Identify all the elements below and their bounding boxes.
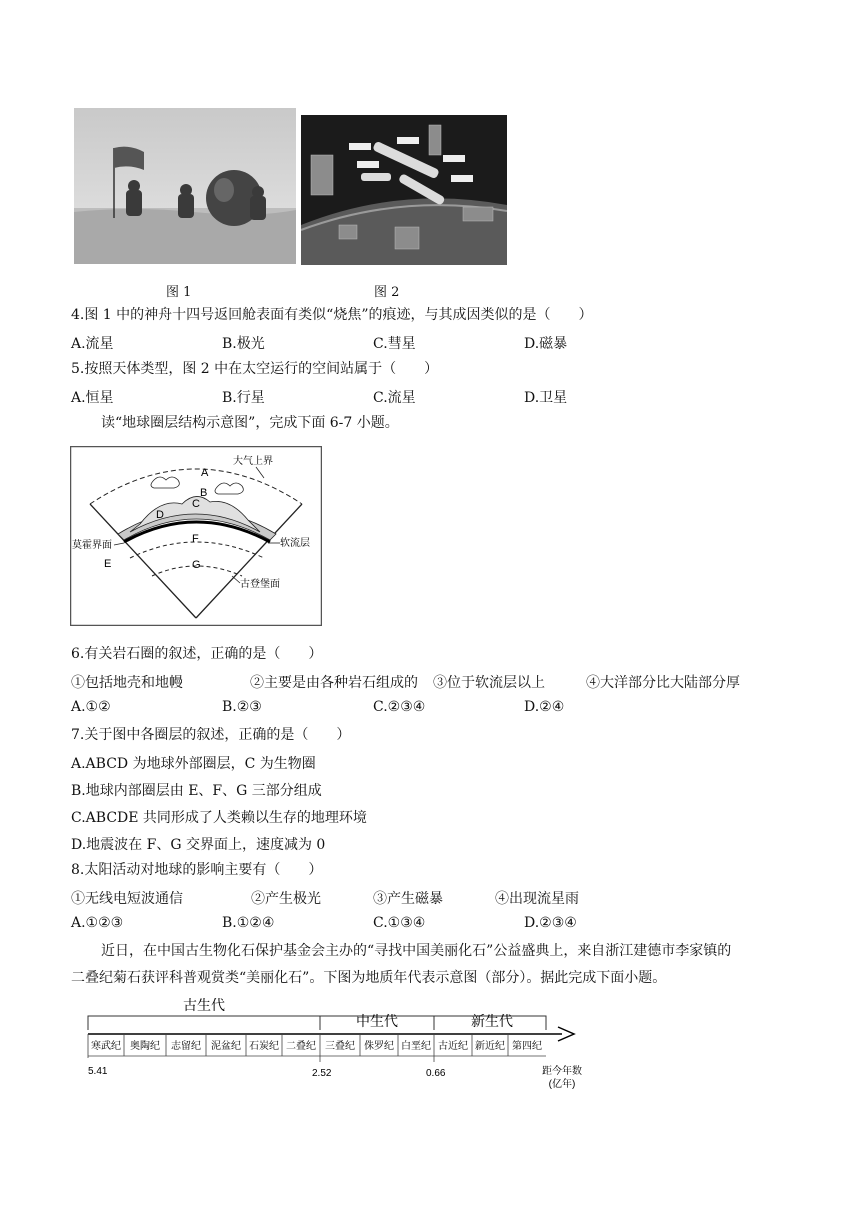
period-silurian: 志留纪 <box>171 1041 201 1052</box>
q8-statement-2: ②产生极光 <box>251 891 321 907</box>
question-4-stem: 4.图 1 中的神舟十四号返回舱表面有类似“烧焦”的痕迹，与其成因类似的是（ ） <box>71 307 593 323</box>
era-cenozoic: 新生代 <box>471 1013 513 1029</box>
q6-statement-1: ①包括地壳和地幔 <box>71 675 183 691</box>
q7-option-c[interactable]: C.ABCDE 共同形成了人类赖以生存的地理环境 <box>71 810 367 826</box>
label-d: D <box>156 509 164 521</box>
q8-statement-3: ③产生磁暴 <box>373 891 443 907</box>
q6-option-d[interactable]: D.②④ <box>524 699 565 715</box>
q4-option-b[interactable]: B.极光 <box>222 336 265 352</box>
tick-252: 2.52 <box>312 1068 332 1079</box>
question-5-stem: 5.按照天体类型，图 2 中在太空运行的空间站属于（ ） <box>71 361 439 377</box>
period-cretaceous: 白垩纪 <box>401 1041 431 1052</box>
tick-541: 5.41 <box>88 1066 108 1077</box>
label-moho: 莫霍界面 <box>72 540 112 551</box>
axis-label-unit: (亿年) <box>548 1079 576 1090</box>
period-permian: 二叠纪 <box>286 1041 316 1052</box>
q5-option-b[interactable]: B.行星 <box>222 390 265 406</box>
question-7-stem: 7.关于图中各圈层的叙述，正确的是（ ） <box>71 727 351 743</box>
figure-1-caption: 图 1 <box>166 285 192 300</box>
q8-statement-1: ①无线电短波通信 <box>71 891 183 907</box>
label-a: A <box>201 467 209 479</box>
q4-option-a[interactable]: A.流星 <box>71 336 114 352</box>
label-c: C <box>192 498 200 510</box>
label-gutenberg: 古登堡面 <box>240 579 280 590</box>
q8-statement-4: ④出现流星雨 <box>495 891 579 907</box>
intro-fossil-line-1: 近日，在中国古生物化石保护基金会主办的“寻找中国美丽化石”公益盛典上，来自浙江建德市李家镇的 <box>101 943 732 959</box>
period-quaternary: 第四纪 <box>512 1041 542 1052</box>
q6-statement-3: ③位于软流层以上 <box>433 675 545 691</box>
figure-2-photo <box>301 115 507 265</box>
label-e: E <box>104 558 112 570</box>
period-devonian: 泥盆纪 <box>211 1041 241 1052</box>
q7-option-a[interactable]: A.ABCD 为地球外部圈层，C 为生物圈 <box>71 756 316 772</box>
q5-option-a[interactable]: A.恒星 <box>71 390 114 406</box>
q6-option-a[interactable]: A.①② <box>71 699 111 715</box>
q8-option-b[interactable]: B.①②④ <box>222 915 275 931</box>
question-8-stem: 8.太阳活动对地球的影响主要有（ ） <box>71 862 323 878</box>
q8-option-c[interactable]: C.①③④ <box>373 915 426 931</box>
axis-label-years: 距今年数 <box>542 1066 582 1077</box>
q5-option-d[interactable]: D.卫星 <box>524 390 568 406</box>
tick-066: 0.66 <box>426 1068 446 1079</box>
q6-statement-4: ④大洋部分比大陆部分厚 <box>586 675 740 691</box>
label-f: F <box>192 533 199 545</box>
period-neogene: 新近纪 <box>475 1041 505 1052</box>
period-cambrian: 寒武纪 <box>91 1041 121 1052</box>
q6-statement-2: ②主要是由各种岩石组成的 <box>250 675 418 691</box>
era-paleozoic: 古生代 <box>183 998 225 1013</box>
label-b: B <box>200 487 208 499</box>
q6-option-b[interactable]: B.②③ <box>222 699 262 715</box>
period-jurassic: 侏罗纪 <box>364 1041 394 1052</box>
period-ordovician: 奥陶纪 <box>130 1041 160 1052</box>
geologic-timeline <box>84 998 592 1096</box>
question-6-stem: 6.有关岩石圈的叙述，正确的是（ ） <box>71 646 323 662</box>
q7-option-b[interactable]: B.地球内部圈层由 E、F、G 三部分组成 <box>71 783 322 799</box>
q4-option-d[interactable]: D.磁暴 <box>524 336 568 352</box>
q8-option-d[interactable]: D.②③④ <box>524 915 577 931</box>
q6-option-c[interactable]: C.②③④ <box>373 699 426 715</box>
period-paleogene: 古近纪 <box>438 1041 468 1052</box>
q5-option-c[interactable]: C.流星 <box>373 390 416 406</box>
intro-6-7: 读“地球圈层结构示意图”，完成下面 6-7 小题。 <box>101 415 399 431</box>
label-asthenosphere: 软流层 <box>280 538 310 549</box>
figure-2-caption: 图 2 <box>374 285 400 300</box>
earth-layer-diagram <box>70 446 322 626</box>
q4-option-c[interactable]: C.彗星 <box>373 336 416 352</box>
era-mesozoic: 中生代 <box>356 1013 398 1029</box>
intro-fossil-line-2: 二叠纪菊石获评科普观赏类“美丽化石”。下图为地质年代表示意图（部分）。据此完成下面小题。 <box>71 970 667 986</box>
label-upper-atmosphere: 大气上界 <box>233 456 273 467</box>
period-carboniferous: 石炭纪 <box>249 1041 279 1052</box>
label-g: G <box>192 559 201 571</box>
period-triassic: 三叠纪 <box>325 1041 355 1052</box>
figure-1-photo <box>74 108 296 264</box>
q7-option-d[interactable]: D.地震波在 F、G 交界面上，速度减为 0 <box>71 837 326 853</box>
q8-option-a[interactable]: A.①②③ <box>71 915 124 931</box>
